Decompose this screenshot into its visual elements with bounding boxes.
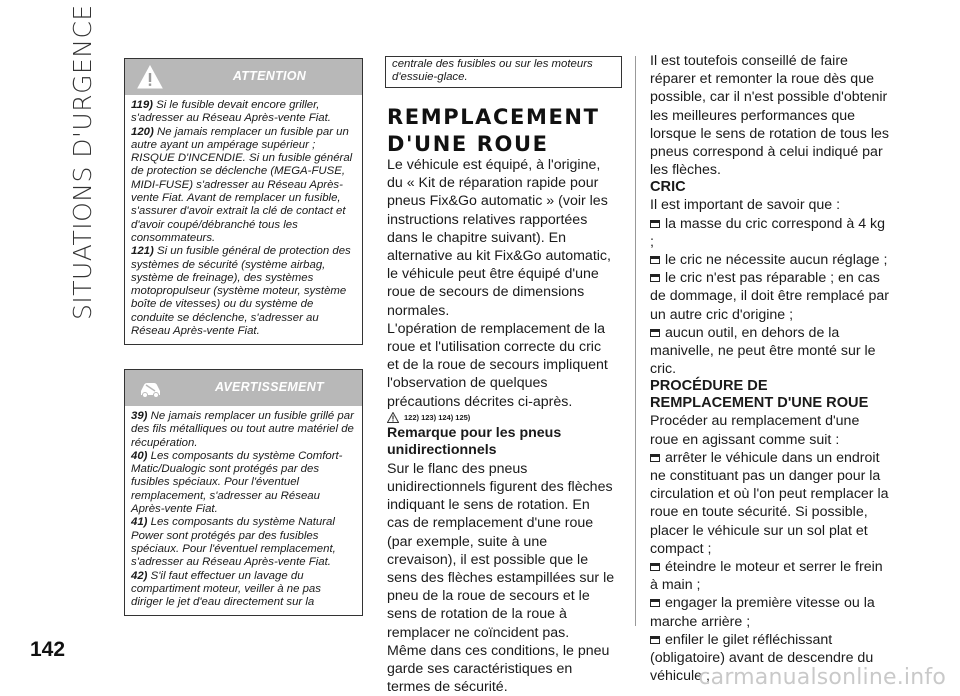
column-2 bbox=[387, 156, 615, 696]
warning-refs bbox=[387, 412, 615, 423]
list-item: éteindre le moteur et serrer le frein à main ; bbox=[650, 559, 883, 594]
avertissement-title: AVERTISSEMENT bbox=[214, 380, 324, 394]
list-item: le cric n'est pas réparable ; en cas de dommage, il doit être remplacé par un autre cric d'origine ; bbox=[650, 270, 889, 323]
bullet-icon bbox=[650, 563, 660, 571]
paragraph: Il est toutefois conseillé de faire réparer et remonter la roue dès que possible, car il n'est possible d'obtenir les meilleures performances que lorsque le sens de rotation de tous les pneus correspond à celui indiqué par les flèches. bbox=[650, 53, 889, 179]
list-item: enfiler le gilet réfléchissant (obligatoire) avant de descendre du véhicule ; bbox=[650, 631, 874, 685]
paragraph: Il est important de savoir que : bbox=[650, 197, 841, 214]
avertissement-item: 40) Les composants du système Comfort-Matic/Dualogic sont protégés par des fusibles spéciaux. Pour l'éventuel remplacement, s'adresser au Réseau Après-vente Fiat. bbox=[131, 449, 343, 516]
procedure-heading: PROCÉDURE DE REMPLACEMENT D'UNE ROUE bbox=[650, 378, 869, 412]
list-item: aucun outil, en dehors de la manivelle, ne peut être monté sur le cric. bbox=[650, 324, 876, 378]
avertissement-item: 41) Les composants du système Natural Power sont protégés par des fusibles spéciaux. Pour l'éventuel remplacement, s'adresser au Réseau Après-vente Fiat. bbox=[131, 516, 336, 569]
refs-text: 122) 123) 124) 125) bbox=[404, 412, 471, 422]
avertissement-item: 42) S'il faut effectuer un lavage du compartiment moteur, veiller à ne pas diriger le jet d'eau directement sur la bbox=[131, 569, 321, 609]
warning-small-icon bbox=[387, 412, 399, 423]
avertissement-box bbox=[124, 369, 363, 616]
column-3 bbox=[650, 52, 890, 686]
list-item: arrêter le véhicule dans un endroit ne constituant pas un danger pour la circulation et où l'on peut remplacer la roue en toute sécurité. Si possible, placer le véhicule sur un sol plat et compact ; bbox=[650, 449, 889, 557]
list-item: la masse du cric correspond à 4 kg ; bbox=[650, 215, 886, 250]
bullet-icon bbox=[650, 454, 660, 462]
paragraph: Le véhicule est équipé, à l'origine, du « Kit de réparation rapide pour pneus Fix&Go automatic » (voir les instructions relatives rapportées dans le chapitre suivant). En alternative au kit Fix&Go automatic, le véhicule peut être équipé d'une roue de secours de dimensions normales. bbox=[387, 157, 611, 319]
attention-body bbox=[125, 95, 362, 344]
car-warning-icon bbox=[137, 376, 163, 400]
paragraph: Sur le flanc des pneus unidirectionnels figurent des flèches indiquant le sens de rotation. En cas de remplacement d'une roue (par exemple, suite à une crevaison), il est possible que le sens des flèches estampillées sur le pneu de la roue de secours et le sens de rotation de la roue à remplacer ne coïncident pas. bbox=[387, 460, 615, 641]
paragraph: Même dans ces conditions, le pneu garde ses caractéristiques en termes de sécurité. bbox=[387, 642, 610, 696]
bullet-icon bbox=[650, 220, 660, 228]
attention-item: 119) Si le fusible devait encore griller, s'adresser au Réseau Après-vente Fiat. bbox=[131, 99, 331, 125]
paragraph: Procéder au remplacement d'une roue en agissant comme suit : bbox=[650, 413, 860, 448]
bullet-icon bbox=[650, 274, 660, 282]
bullet-icon bbox=[650, 329, 660, 337]
bullet-icon bbox=[650, 599, 660, 607]
column-divider bbox=[635, 56, 636, 626]
page-number: 142 bbox=[30, 638, 66, 661]
list-item: le cric ne nécessite aucun réglage ; bbox=[650, 251, 890, 269]
attention-header bbox=[125, 59, 362, 95]
bullet-icon bbox=[650, 636, 660, 644]
avertissement-header bbox=[125, 370, 362, 406]
attention-title: ATTENTION bbox=[232, 69, 307, 83]
bullet-icon bbox=[650, 256, 660, 264]
section-title: SITUATIONS D'URGENCE bbox=[68, 4, 97, 320]
continuation-box: centrale des fusibles ou sur les moteurs d'essuie-glace. bbox=[385, 56, 622, 88]
attention-item: 121) Si un fusible général de protection des systèmes de sécurité (système airbag, système de freinage), des systèmes motopropulseur (système moteur, système boîte de vitesses) ou du système de conduite se déclenche, s'adresser au Réseau Après-vente Fiat. bbox=[131, 245, 351, 338]
paragraph: L'opération de remplacement de la roue et l'utilisation correcte du cric et de la roue de secours impliquent l'observation de quelques précautions décrites ci-après. bbox=[387, 320, 608, 410]
avertissement-body bbox=[125, 406, 362, 615]
list-item: engager la première vitesse ou la marche arrière ; bbox=[650, 595, 875, 630]
warning-triangle-icon bbox=[137, 65, 163, 89]
main-title: REMPLACEMENT D'UNE ROUE bbox=[387, 105, 600, 156]
avertissement-item: 39) Ne jamais remplacer un fusible grillé par des fils métalliques ou tout autre matériel de récupération. bbox=[131, 410, 354, 449]
watermark: carmanualsonline.info bbox=[698, 665, 946, 690]
subheading: Remarque pour les pneus unidirectionnels bbox=[387, 424, 562, 459]
cric-heading: CRIC bbox=[650, 179, 686, 196]
attention-item: 120) Ne jamais remplacer un fusible par un autre ayant un ampérage supérieur ; RISQUE D'INCENDIE. Si un fusible général de protection se déclenche (MEGA-FUSE, MIDI-FUSE) s'adresser au Réseau Après-vente Fiat. Avant de remplacer un fusible, s'assurer d'avoir extrait la clé de contact et d'avoir coupé/débranché tous les consommateurs. bbox=[131, 125, 353, 244]
attention-box bbox=[124, 58, 363, 345]
